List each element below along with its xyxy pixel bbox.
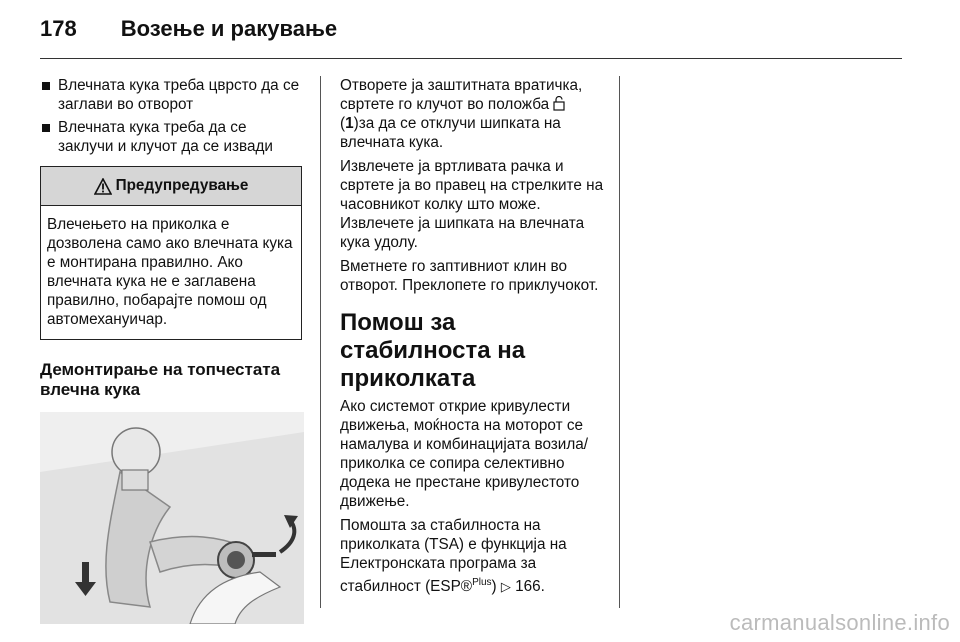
warning-box: [40, 166, 302, 340]
header-rule: [40, 58, 902, 59]
paragraph-tsa-description: Ако системот открие кривулести движења, моќноста на моторот се намалува и комбинацијата возила/ приколка се сопира селективно додека не престане кривулестото движење.: [340, 398, 589, 510]
page-title: Возење и ракување: [120, 16, 338, 41]
paragraph-tsa-esp: [340, 516, 606, 596]
section-heading: Демонтирање на топчестата влечна кука: [40, 360, 281, 399]
warning-title: Предупредување: [115, 177, 249, 194]
page-reference[interactable]: 166.: [515, 578, 545, 596]
column-divider: [320, 76, 321, 608]
towbar-illustration-graphic: [40, 412, 304, 624]
position-number: 1: [345, 115, 354, 132]
paragraph-text: Отворете ја заштитната вратичка, свртете го клучот во положба: [340, 77, 583, 113]
warning-header: [41, 167, 301, 206]
section-heading-tsa: Помош за стабилноста на приколката: [340, 309, 526, 392]
bullet-list: [40, 76, 304, 156]
paragraph-unlock: Отворете ја заштитната вратичка, свртете го клучот во положба (1)за да се отклучи шипката на влечната кука.: [340, 77, 583, 151]
right-column: [340, 76, 606, 601]
bullet-item: Влечната кука треба цврсто да се заглави во отворот: [40, 76, 304, 114]
unlock-icon: [553, 96, 565, 111]
warning-body: Влечењето на приколка е дозволена само ако влечната кука е монтирана правилно. Ако влечната кука не е заглавена правилно, побарајте помош од автомехануичар.: [47, 216, 293, 328]
bullet-item: Влечната кука треба да се заклучи и клучот да се извади: [40, 118, 304, 156]
left-column: [40, 76, 304, 624]
paragraph-handle: Извлечете ја вртливата рачка и свртете ја во правец на стрелките на часовникот колку што може. Извлечете ја шипката на влечната кука удолу.: [340, 158, 604, 251]
warning-triangle-icon: [94, 178, 112, 195]
page-header: [40, 16, 337, 42]
paragraph-plug: Вметнете го заптивниот клин во отворот. Преклопете го приклучокот.: [340, 258, 599, 294]
towbar-removal-illustration: [40, 412, 304, 624]
paragraph-text: )за да се отклучи шипката на влечната кука.: [340, 115, 561, 151]
esp-plus-superscript: Plus: [472, 577, 492, 588]
paragraph-text: ): [491, 578, 497, 596]
column-divider: [619, 76, 620, 608]
paragraph-text: Помошта за стабилноста на приколката (TSA) е функција на Електронската програма за стабилност (ESP®: [340, 517, 567, 596]
watermark: carmanualsonline.info: [729, 610, 950, 635]
page-number: 178: [40, 16, 77, 41]
page-reference-arrow-icon: ▷: [500, 579, 511, 595]
